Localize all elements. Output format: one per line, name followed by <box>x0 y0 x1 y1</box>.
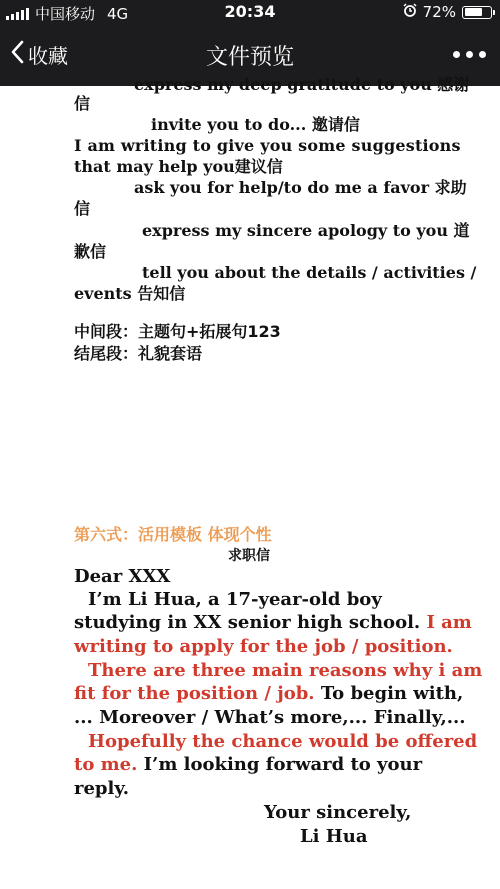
doc-line-1: 信 <box>74 94 91 113</box>
letter-line-4: There are three main reasons why i am <box>88 660 483 681</box>
letter-line-6: ... Moreover / What’s more,... Finally,... <box>74 707 466 728</box>
battery-percent: 72% <box>422 3 456 21</box>
doc-line-5: ask you for help/to do me a favor 求助 <box>134 178 467 197</box>
status-time: 20:34 <box>224 2 276 21</box>
page-title: 文件预览 <box>205 45 294 70</box>
doc-line-cut: express my deep gratitude to you 感谢 <box>134 75 470 94</box>
letter-line-7: Hopefully the chance would be offered <box>88 731 478 752</box>
letter-line-9: reply. <box>74 778 130 799</box>
letter-line-5: fit for the position / job. To begin with, <box>74 683 464 704</box>
alarm-icon <box>403 3 417 21</box>
status-right <box>403 3 492 21</box>
letter-line-2: studying in XX senior high school. I am <box>74 612 472 633</box>
back-label: 收藏 <box>28 44 68 68</box>
doc-line-10: events 告知信 <box>74 284 186 303</box>
letter-line-3: writing to apply for the job / position. <box>74 636 453 657</box>
top-bar <box>0 0 500 86</box>
doc-line-9: tell you about the details / activities / <box>142 263 477 282</box>
network-label: 4G <box>107 4 129 23</box>
more-button[interactable] <box>453 40 486 68</box>
letter-signature: Li Hua <box>300 826 368 847</box>
status-bar <box>0 0 500 26</box>
ending-paragraph-note: 结尾段：礼貌套语 <box>74 344 203 363</box>
doc-line-4: that may help you建议信 <box>74 157 283 176</box>
section-title: 第六式：活用模板 体现个性 <box>74 525 272 544</box>
doc-line-8: 歉信 <box>74 242 107 261</box>
letter-closing: Your sincerely, <box>264 802 412 823</box>
document-preview[interactable] <box>0 75 500 889</box>
doc-line-2: invite you to do... 邀请信 <box>151 115 360 134</box>
letter-line-8: to me. I’m looking forward to your <box>74 754 423 775</box>
doc-line-7: express my sincere apology to you 道 <box>142 221 470 240</box>
doc-line-3: I am writing to give you some suggestions <box>74 136 461 155</box>
letter-greeting: Dear XXX <box>74 566 171 587</box>
letter-line-1: I’m Li Hua, a 17-year-old boy <box>88 589 382 610</box>
doc-line-6: 信 <box>74 199 91 218</box>
carrier-label: 中国移动 <box>35 5 96 23</box>
letter-type-title: 求职信 <box>228 548 270 564</box>
battery-icon <box>462 6 492 19</box>
middle-paragraph-note: 中间段：主题句+拓展句123 <box>74 322 281 341</box>
